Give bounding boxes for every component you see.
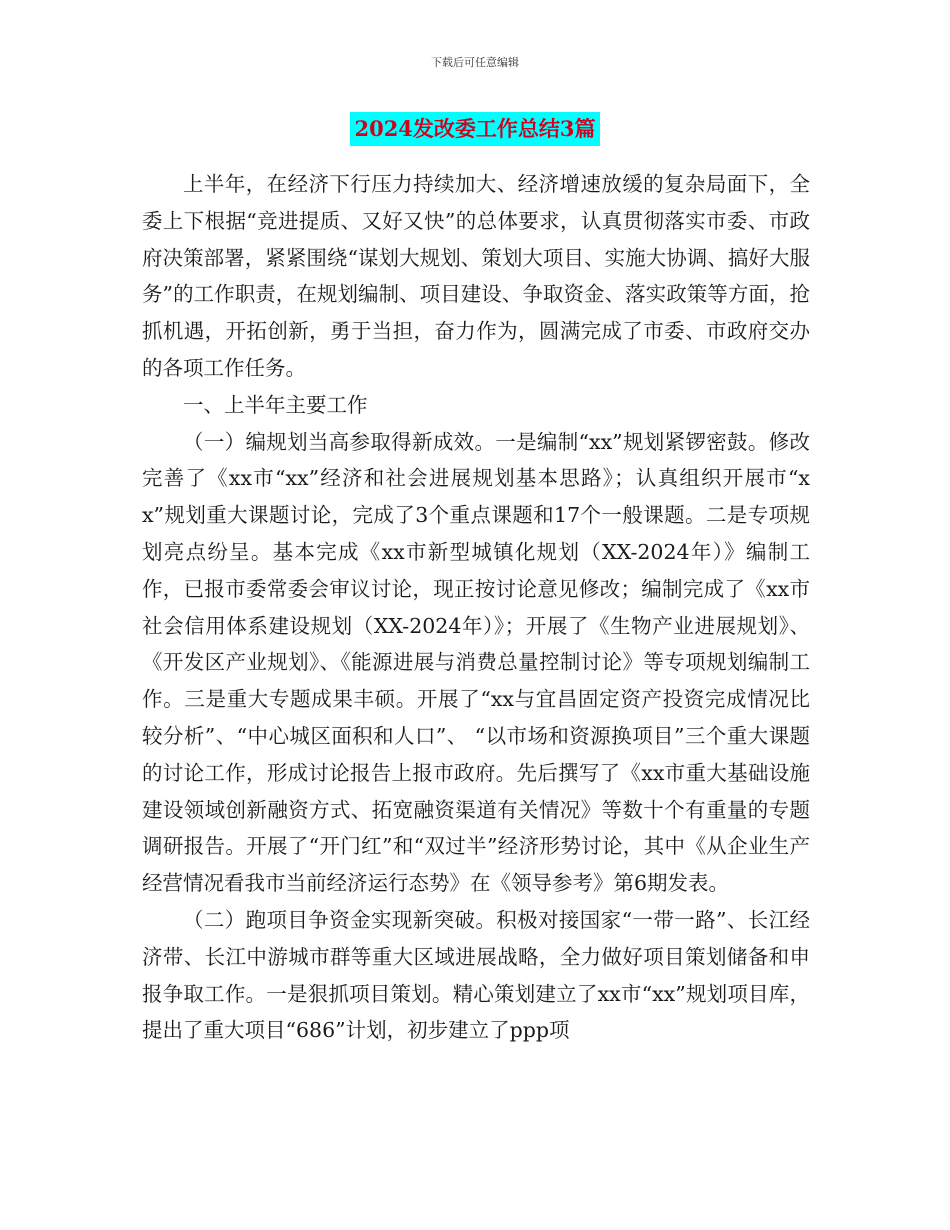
- document-title: 2024发改委工作总结3篇: [350, 112, 599, 146]
- section-heading-1: 一、上半年主要工作: [183, 392, 368, 417]
- paragraph-projects: （二）跑项目争资金实现新突破。积极对接国家“一带一路”、长江经济带、长江中游城市群等重大区域进展战略，全力做好项目策划储备和申报争取工作。一是狠抓项目策划。精心策划建立了xx市“xx”规划项目库，提出了重大项目“686”计划，初步建立了ppp项: [142, 907, 810, 1043]
- document-body: [142, 166, 810, 1049]
- page-header-note: 下载后可任意编辑: [431, 56, 519, 69]
- title-container: [0, 112, 950, 146]
- paragraph-intro: 上半年，在经济下行压力持续加大、经济增速放缓的复杂局面下，全委上下根据“竞进提质、又好又快”的总体要求，认真贯彻落实市委、市政府决策部署，紧紧围绕“谋划大规划、策划大项目、实施大协调、搞好大服务”的工作职责，在规划编制、项目建设、争取资金、落实政策等方面，抢抓机遇，开拓创新，勇于当担，奋力作为，圆满完成了市委、市政府交办的各项工作任务。: [142, 172, 810, 380]
- paragraph-planning: （一）编规划当高参取得新成效。一是编制“xx”规划紧锣密鼓。修改完善了《xx市“xx”经济和社会进展规划基本思路》；认真组织开展市“xx”规划重大课题讨论，完成了3个重点课题和17个一般课题。二是专项规划亮点纷呈。基本完成《xx市新型城镇化规划（XX-2024年）》编制工作，已报市委常委会审议讨论，现正按讨论意见修改；编制完成了《xx市社会信用体系建设规划（XX-2024年）》；开展了《生物产业进展规划》、《开发区产业规划》、《能源进展与消费总量控制讨论》等专项规划编制工作。三是重大专题成果丰硕。开展了“xx与宜昌固定资产投资完成情况比较分析”、“中心城区面积和人口”、 “以市场和资源换项目”三个重大课题的讨论工作，形成讨论报告上报市政府。先后撰写了《xx市重大基础设施建设领域创新融资方式、拓宽融资渠道有关情况》等数十个有重量的专题调研报告。开展了“开门红”和“双过半”经济形势讨论，其中《从企业生产经营情况看我市当前经济运行态势》在《领导参考》第6期发表。: [142, 429, 810, 896]
